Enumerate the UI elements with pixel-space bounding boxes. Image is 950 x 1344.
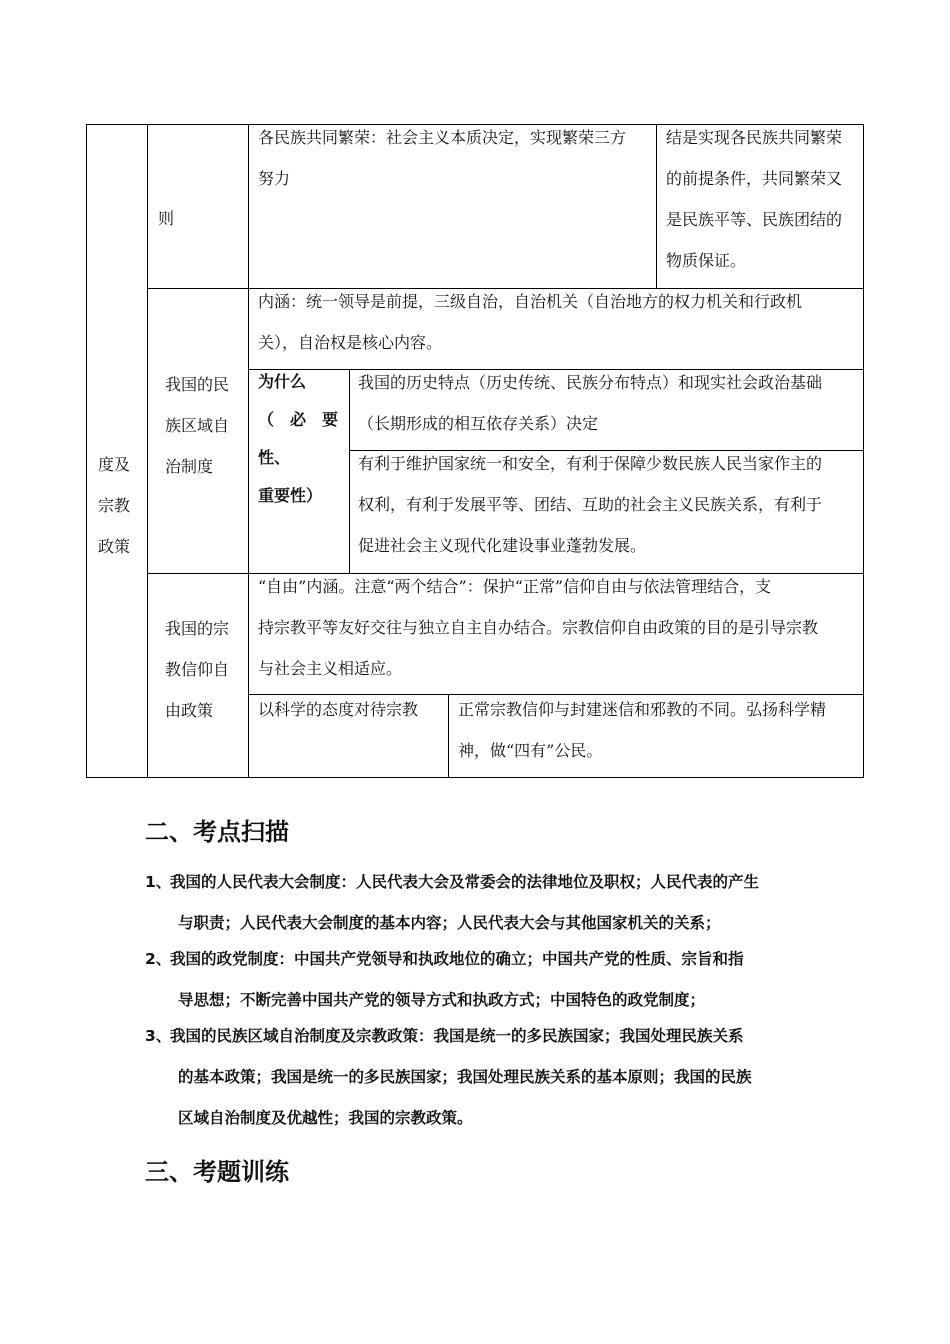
point-3: 3、我国的民族区域自治制度及宗教政策：我国是统一的多民族国家；我国处理民族关系 的基本政策；我国是统一的多民族国家；我国处理民族关系的基本原则；我国的民族 区域自治制度及优越性；我国的宗教政策。 <box>145 1027 752 1127</box>
section3-heading: 三、考题训练 <box>145 1158 289 1186</box>
science-label: 以科学的态度对待宗教 <box>258 700 419 719</box>
autonomy-reason: 我国的历史特点（历史传统、民族分布特点）和现实社会政治基础 （长期形成的相互依存关系）决定 <box>358 373 823 433</box>
col1-label: 度及 宗教 政策 <box>98 455 131 556</box>
religious-freedom: “自由”内涵。注意“两个结合”：保护“正常”信仰自由与依法管理结合，支 持宗教平等友好交往与独立自主自办结合。宗教信仰自由政策的目的是引导宗教 与社会主义相适应。 <box>258 577 819 678</box>
point-1: 1、我国的人民代表大会制度：人民代表大会及常委会的法律地位及职权；人民代表的产生 与职责；人民代表大会制度的基本内容；人民代表大会与其他国家机关的关系； <box>145 873 760 932</box>
row3-sub-label: 我国的宗 教信仰自 由政策 <box>165 619 230 720</box>
row1-sub-label: 则 <box>158 209 175 228</box>
row1-content: 各民族共同繁荣：社会主义本质决定，实现繁荣三方 努力 <box>258 128 627 188</box>
row1-note: 结是实现各民族共同繁荣 的前提条件，共同繁荣又 是民族平等、民族团结的 物质保证。 <box>666 128 843 270</box>
row2-sub-label: 我国的民 族区域自 治制度 <box>165 375 230 476</box>
autonomy-importance: 有利于维护国家统一和安全，有利于保障少数民族人民当家作主的 权利，有利于发展平等、团结、互助的社会主义民族关系，有利于 促进社会主义现代化建设事业蓬勃发展。 <box>358 454 823 555</box>
section2-heading: 二、考点扫描 <box>145 818 289 846</box>
autonomy-meaning: 内涵：统一领导是前提，三级自治，自治机关（自治地方的权力机关和行政机 关），自治权是核心内容。 <box>258 292 803 352</box>
point-2: 2、我国的政党制度：中国共产党领导和执政地位的确立；中国共产党的性质、宗旨和指 导思想；不断完善中国共产党的领导方式和执政方式；中国特色的政党制度； <box>145 950 744 1009</box>
why-label: 为什么 （ 必 要 性、 重要性） <box>258 372 339 505</box>
science-content: 正常宗教信仰与封建迷信和邪教的不同。弘扬科学精 神，做“四有”公民。 <box>458 700 827 760</box>
